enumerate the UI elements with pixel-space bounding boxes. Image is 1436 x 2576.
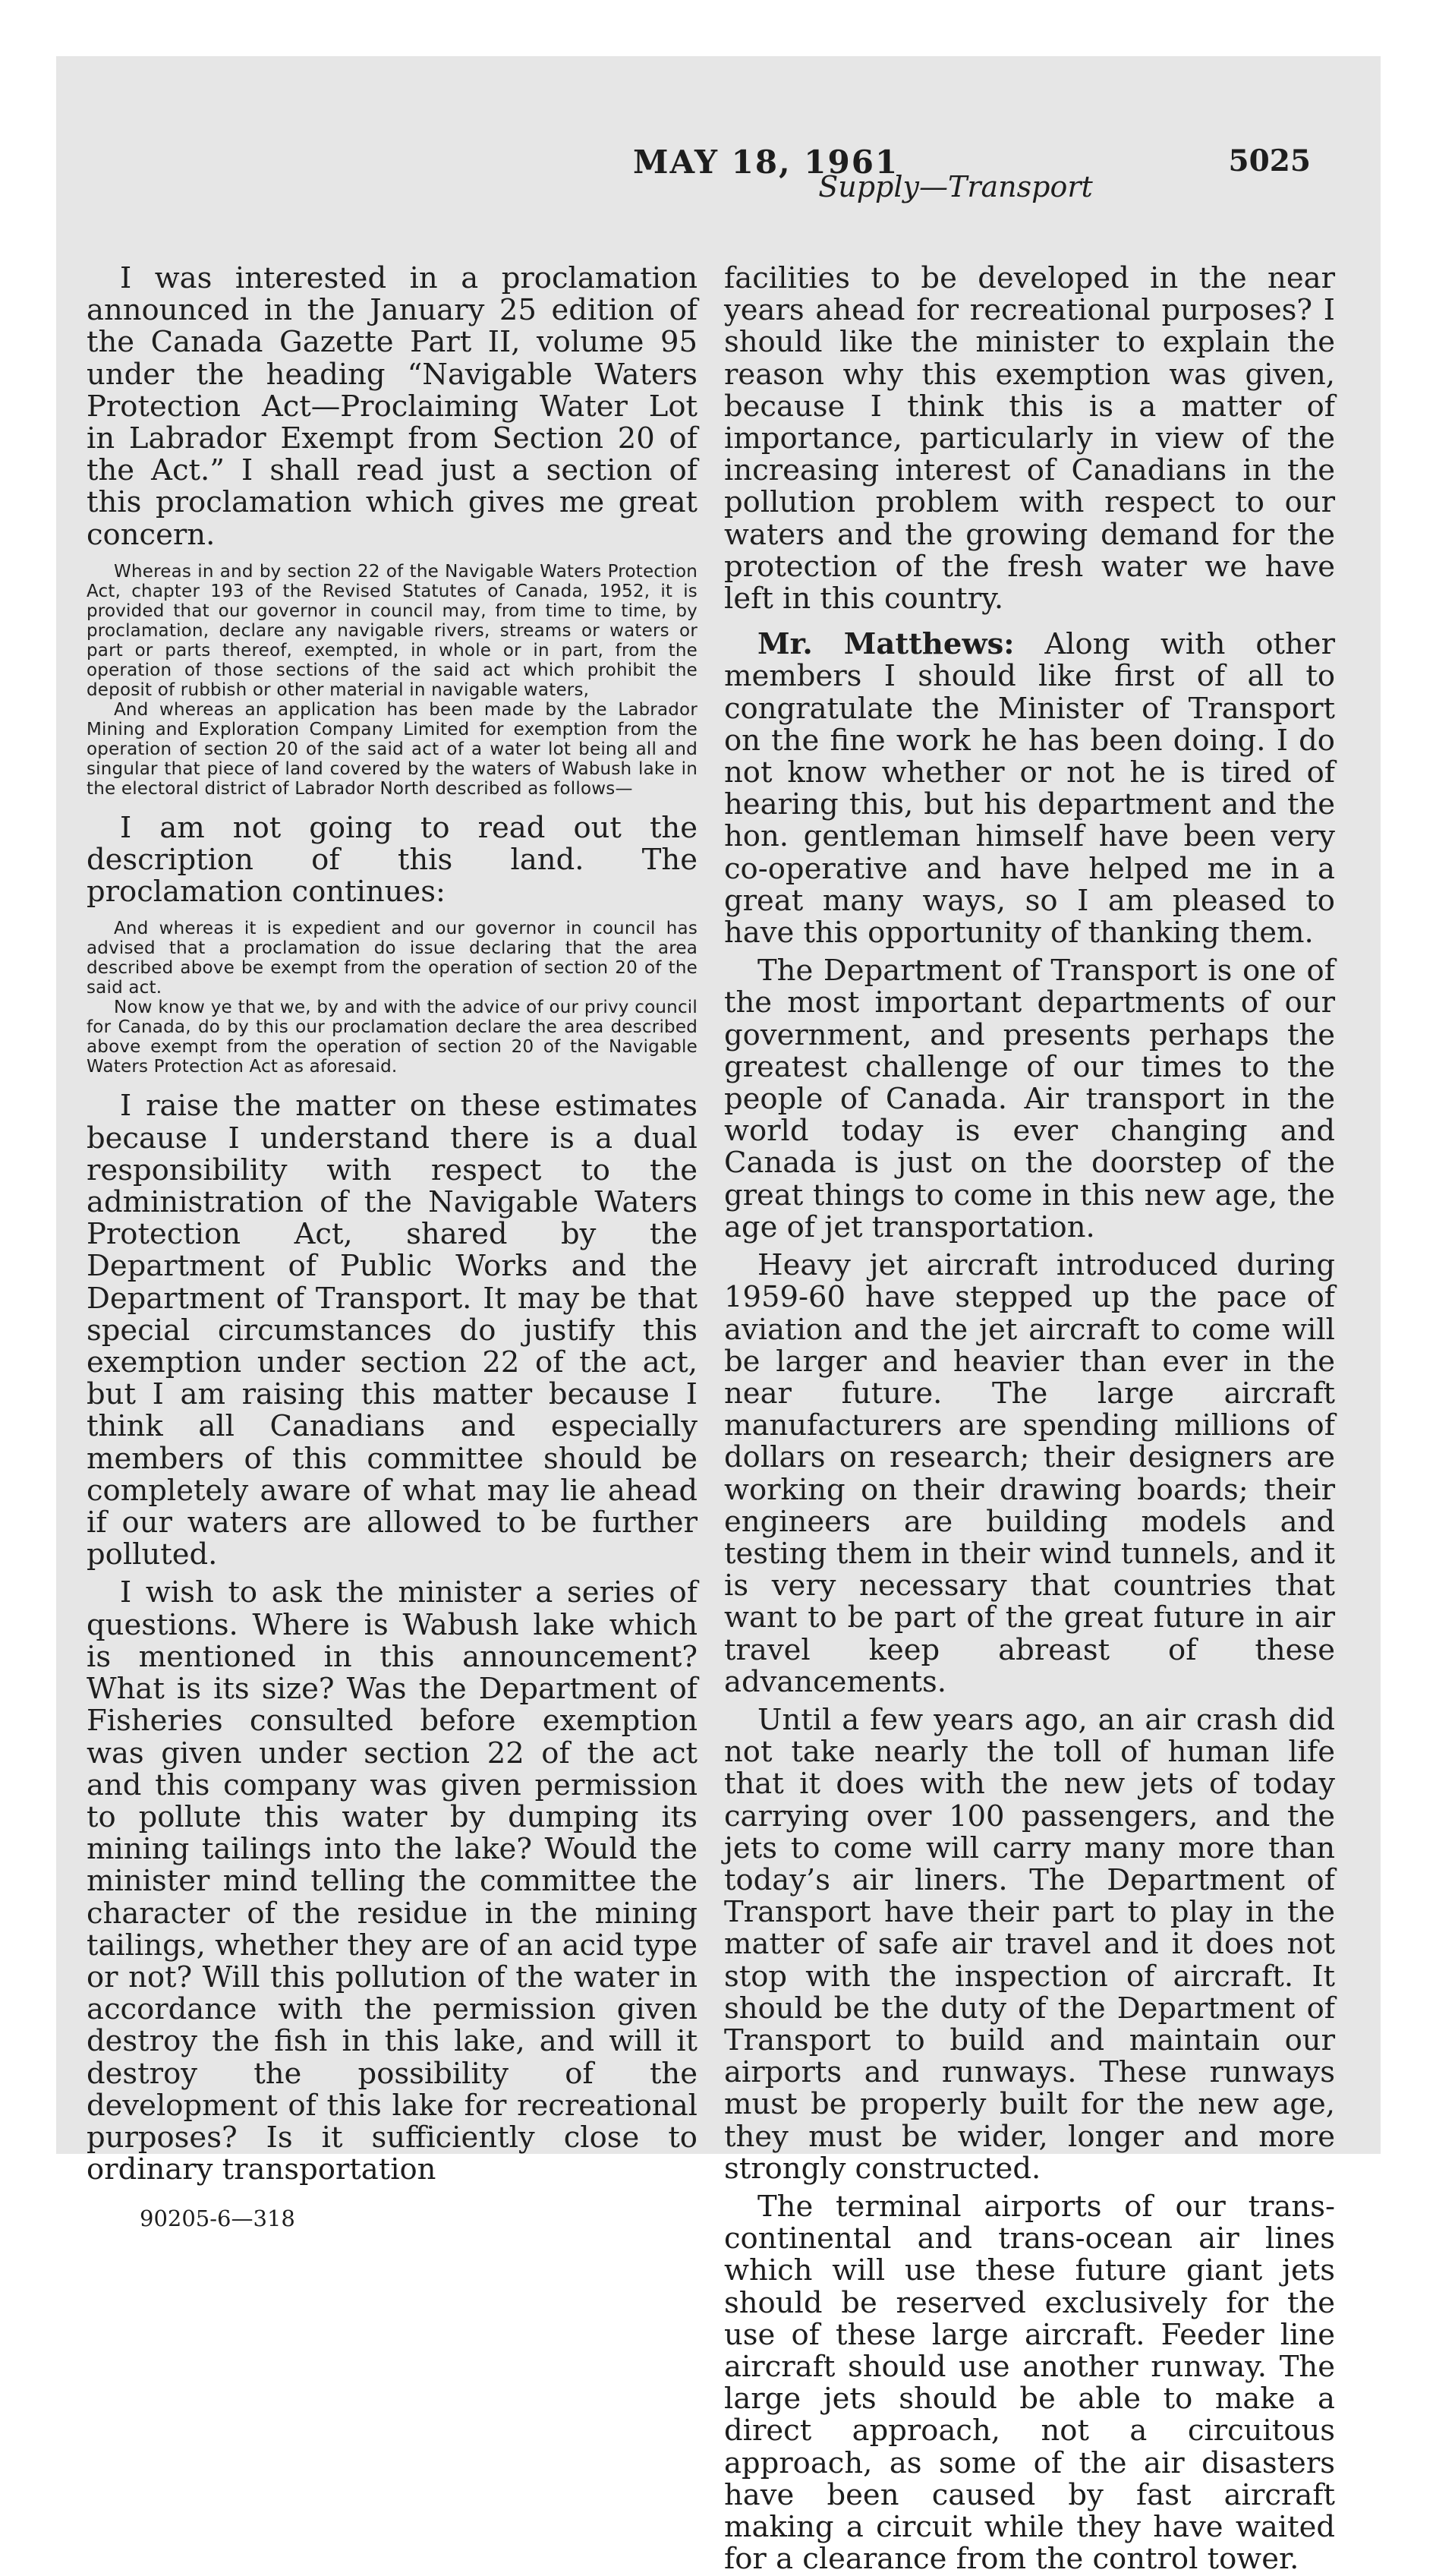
paragraph: I raise the matter on these estimates because I understand there is a dual responsibility with respect to the administration of the Navigable Waters Protection Act, shared by the Department of Public Works and the Department of Transport. It may be that special circumstances do justify this exemption under section 22 of the act, but I am raising this matter because I think all Canadians and especially members of this committee should be completely aware of what may lie ahead if our waters are allowed to be further polluted. (87, 1089, 698, 1572)
speaker-text: Along with other members I should like first of all to congratulate the Minister of Transport on the fine work he has been doing. I do not know whether or not he is tired of hearing this, but his department and the hon. gentleman himself have been very co-operative and have helped me in a great many ways, so I am pleased to have this opportunity of thanking them. (724, 627, 1335, 951)
quoted-text: Now know ye that we, by and with the advice of our privy council for Canada, do by this our proclamation declare the area described above exempt from the operation of section 20 of the Navigable Waters Protection Act as aforesaid. (87, 998, 698, 1077)
paragraph: I am not going to read out the description of this land. The proclamation continues: (87, 810, 698, 910)
header-date: MAY 18, 1961 (633, 143, 899, 181)
left-column (87, 263, 698, 2231)
paragraph: I was interested in a proclamation announced in the January 25 edition of the Canada Gazette Part II, volume 95 under the heading “Navigable Waters Protection Act—Proclaiming Water Lot in Labrador Exempt from Section 20 of the Act.” I shall read just a section of this proclamation which gives me great concern. (87, 261, 698, 552)
speaker-name: Mr. Matthews: (757, 627, 1015, 662)
quoted-text: And whereas it is expedient and our governor in council has advised that a proclamation do issue declaring that the area described above be exempt from the operation of section 20 of the said act. (87, 919, 698, 998)
paragraph: The Department of Transport is one of the most important departments of our government, and presents perhaps the greatest challenge of our times to the people of Canada. Air transport in the world today is ever changing and Canada is just on the doorstep of the great things to come in this new age, the age of jet transportation. (724, 954, 1335, 1244)
paragraph: facilities to be developed in the near years ahead for recreational purposes? I should like the minister to explain the reason why this exemption was given, because I think this is a matter of importance, particularly in view of the increasing interest of Canadians in the pollution problem with respect to our waters and the growing demand for the protection of the fresh water we have left in this country. (724, 261, 1335, 616)
paragraph: The terminal airports of our trans-continental and trans-ocean air lines which will use these future giant jets should be reserved exclusively for the use of these large aircraft. Feeder line aircraft should use another runway. The large jets should be able to make a direct approach, not a circuitous approach, as some of the air disasters have been caused by fast aircraft making a circuit while they have waited for a clearance from the control tower. (724, 2189, 1335, 2576)
quoted-text: Whereas in and by section 22 of the Navigable Waters Protection Act, chapter 193 of the Revised Statutes of Canada, 1952, it is provided that our governor in council may, from time to time, by proclamation, declare any navigable rivers, streams or waters or part or parts thereof, exempted, in whole or in part, from the operation of those sections of the said act which prohibit the deposit of rubbish or other material in navigable waters, (87, 561, 698, 700)
page-number: 5025 (1228, 143, 1311, 178)
document-page (56, 56, 1381, 2576)
paragraph: Until a few years ago, an air crash did not take nearly the toll of human life that it does with the new jets of today carrying over 100 passengers, and the jets to come will carry many more than today’s air liners. The Department of Transport have their part to play in the matter of safe air travel and it does not stop with the inspection of aircraft. It should be the duty of the Department of Transport to build and maintain our airports and runways. These runways must be properly built for the new age, they must be wider, longer and more strongly constructed. (724, 1702, 1335, 2186)
paragraph: I wish to ask the minister a series of questions. Where is Wabush lake which is mentioned in this announcement? What is its size? Was the Department of Fisheries consulted before exemption was given under section 22 of the act and this company was given permission to pollute this water by dumping its mining tailings into the lake? Would the minister mind telling the committee the character of the residue in the mining tailings, whether they are of an acid type or not? Will this pollution of the water in accordance with the permission given destroy the fish in this lake, and will it destroy the possibility of the development of this lake for recreational purposes? Is it sufficiently close to ordinary transportation (87, 1575, 698, 2187)
section-subtitle: Supply—Transport (818, 170, 1093, 203)
speaker-paragraph (724, 629, 1335, 949)
right-column (724, 263, 1335, 2575)
paragraph: Heavy jet aircraft introduced during 1959-60 have stepped up the pace of aviation and the jet aircraft to come will be larger and heavier than ever in the near future. The large aircraft manufacturers are spending millions of dollars on research; their designers are working on their drawing boards; their engineers are building models and testing them in their wind tunnels, and it is very necessary that countries that want to be part of the great future in air travel keep abreast of these advancements. (724, 1248, 1335, 1699)
footer-code: 90205-6—318 (140, 2206, 295, 2232)
quoted-text: And whereas an application has been made by the Labrador Mining and Exploration Company Limited for exemption from the operation of section 20 of the said act of a water lot being all and singular that piece of land covered by the waters of Wabush lake in the electoral district of Labrador North described as follows— (87, 699, 698, 799)
